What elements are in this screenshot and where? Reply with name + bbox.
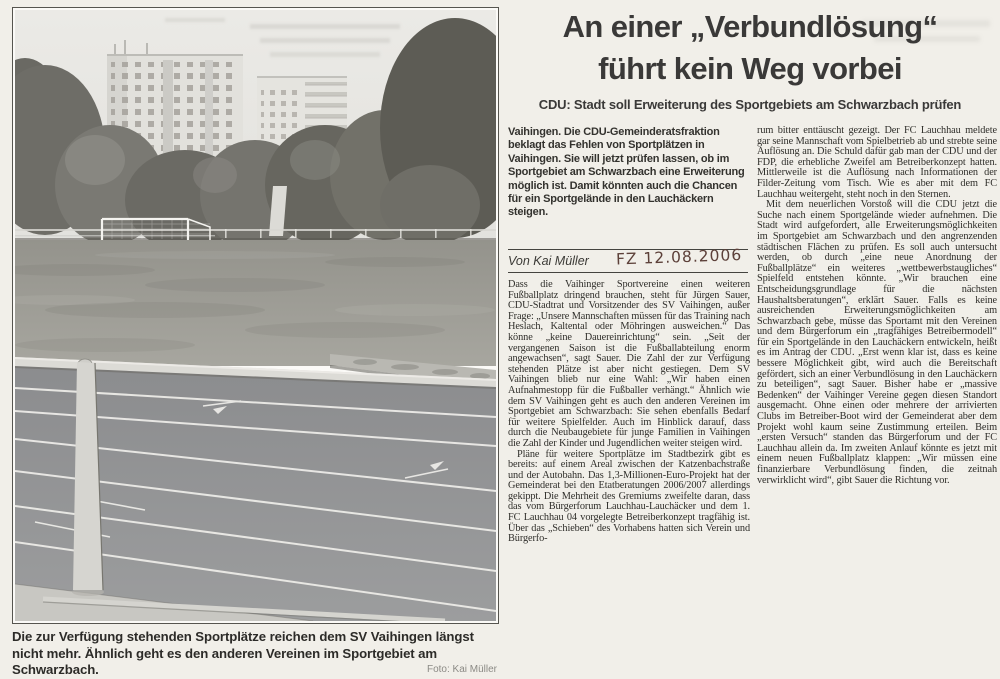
body-column-2 [757, 126, 997, 662]
body-paragraph: Dass die Vaihinger Sportvereine einen weiteren Fußballplatz dringend brauchen, steht für Jürgen Sauer, CDU-Stadtrat und Vorsitzender des SV Vaihingen, außer Frage: „Unsere Mannschaften müssen für das Training nach Heslach, Kaltental oder Möhringen ausweichen.“ Das könne „keine Dauereinrichtung“ sein. „Seit der vergangenen Saison ist die Fußballabteilung enorm angewachsen“, sagt Sauer. Die Zahl der zur Verfügung stehenden Plätze ist aber nicht gestiegen. Dem SV Vaihingen blieb nur eine Wahl: „Wir haben einen Aufnahmestopp für die Fußballer verhängt.“ Ähnlich wie dem SV Vaihingen geht es auch den anderen Vereinen im Sportgebiet am Schwarzbach: Sie sehen ebenfalls Bedarf für weitere Spielfelder. Auch im Hinblick darauf, dass durch die Neubaugebiete für junge Familien in Vaihingen die Zahl der Kinder und Jugendlichen weiter steigen wird. [508, 280, 750, 449]
byline-block [508, 246, 748, 273]
article-lead: Vaihingen. Die CDU-Gemeinderatsfraktion beklagt das Fehlen von Sportplätzen in Vaihingen. Sie will jetzt prüfen lassen, ob im Sportgebiet am Schwarzbach eine Erweiterung möglich ist. Damit könnten auch die Chancen für ein Sportgelände in den Lauchäckern steigen. [508, 126, 745, 219]
football-pitch [15, 240, 496, 366]
byline: Von Kai Müller [508, 254, 589, 268]
article-photo [12, 7, 499, 624]
body-paragraph: rum bitter enttäuscht gezeigt. Der FC Lauchhau meldete gar seine Mannschaft vom Spielbetrieb ab und strebte seine Auflösung an. Die Schuld dafür gab man der CDU und der FDP, die erhebliche Zweifel am Betreiberkonzept hatten. Mittlerweile ist die Auflösung nach Informationen der Filder-Zeitung vom Tisch. Wie es aber mit dem FC Lauchhau weitergeht, steht noch in den Sternen. [757, 126, 997, 200]
photo-caption-text: Die zur Verfügung stehenden Sportplätze reichen dem SV Vaihingen längst nicht mehr. Ähnlich geht es den anderen Vereinen im Sportgebiet am Schwarzbach. [12, 629, 474, 677]
body-column-1 [508, 280, 750, 660]
body-paragraph: Mit dem neuerlichen Vorstoß will die CDU jetzt die Suche nach einem Sportgelände wieder aufnehmen. Die Stadt wird aufgefordert, alle Erweiterungsmöglichkeiten im Sportgebiet am Schwarzbach und den angrenzenden städtischen Flächen zu prüfen. Es soll auch untersucht werden, ob durch „eine neue Anordnung der Fußballplätze“ ein weiteres „wettbewerbstaugliches“ Spielfeld entstehen könnte. „Wir brauchen eine Entscheidungsgrundlage für die nächsten Haushaltsberatungen“, erklärt Sauer. Falls es keine ausreichenden Erweiterungsmöglichkeiten am Schwarzbach gebe, müsse das Sportamt mit den Vereinen und dem Bürgerforum ein „tragfähiges Betreibermodell“ für ein Sportgelände in den Lauchäckern entwickeln, heißt es im Antrag der CDU. „Erst wenn klar ist, dass es keine bessere Möglichkeit gibt, wird auch die Bereitschaft gefördert, sich an einer Verbundlösung in den Lauchäckern zu beteiligen“, sagt Sauer. Bisher habe er „massive Bedenken“ der Vaihinger Vereine gegen diesen Standort ausgemacht. Ohne einen oder mehrere der arrivierten Clubs im Betreiber-Boot wird der Gemeinderat aber dem Projekt wohl kaum seine Zustimmung erteilen. Beim „ersten Versuch“ standen das Bürgerforum und der FC Lauchhau allein da. Im zweiten Anlauf könnte es jetzt mit einem neuen Fußballplatz klappen: „Wir müssen eine finanzierbare Verbundlösung finden, die zeitnah verwirklicht wird“, gibt Sauer die Richtung vor. [757, 199, 997, 486]
article-headline [503, 6, 997, 90]
sports-field-photo-illustration [15, 10, 496, 621]
headline-line-1: An einer „Verbundlösung“ [562, 9, 938, 44]
article-subhead: CDU: Stadt soll Erweiterung des Sportgebiets am Schwarzbach prüfen [538, 97, 962, 112]
headline-line-2: führt kein Weg vorbei [598, 51, 902, 86]
body-paragraph: Pläne für weitere Sportplätze im Stadtbezirk gibt es bereits: auf einem Areal zwischen der Katzenbachstraße und der Autobahn. Das 1,3-Millionen-Euro-Projekt hat der Gemeinderat bei den Etatberatungen 2006/2007 allerdings gekippt. Die Mehrheit des Gremiums zweifelte daran, dass das vom Bürgerforum Lauchhau-Lauchäcker und dem 1. FC Lauchhau 04 vorgelegte Betreiberkonzept tragfähig ist. Über das „Schieben“ des Vorhabens hatten sich Verein und Bürgerfo- [508, 448, 750, 545]
handwritten-date-note: FZ 12.08.2006 [615, 246, 743, 269]
photo-credit: Foto: Kai Müller [426, 664, 497, 675]
photo-caption [12, 629, 499, 679]
